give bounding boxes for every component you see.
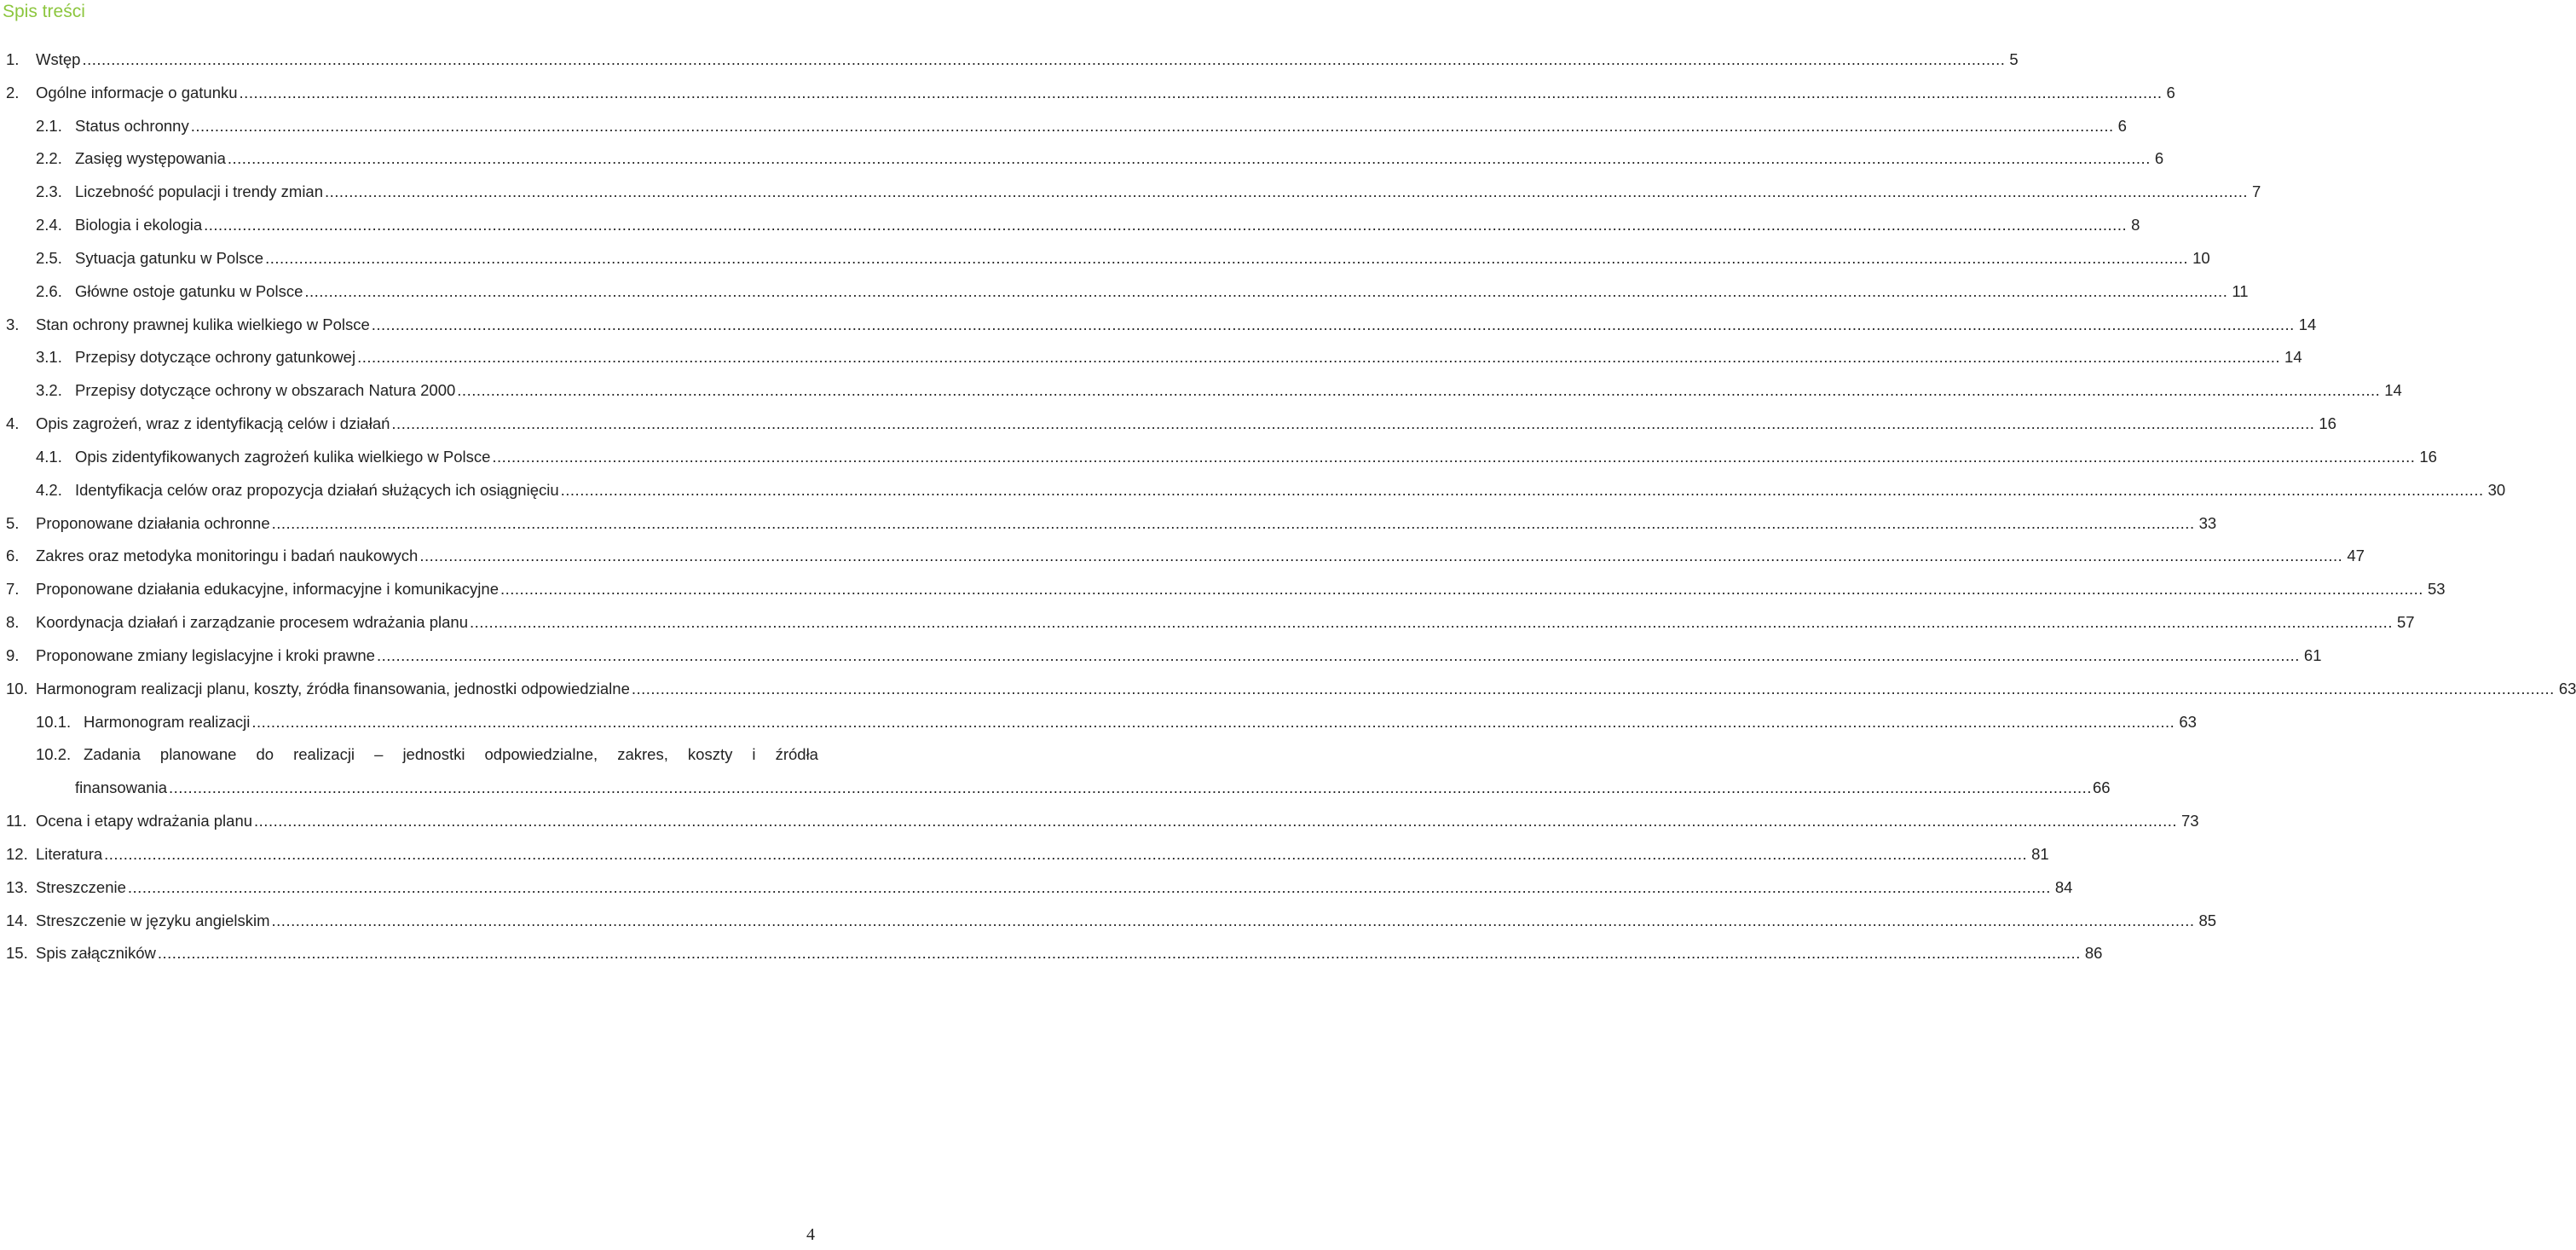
toc-entry-page: 84: [2054, 877, 2073, 896]
toc-entry-number: 4.2.: [36, 480, 62, 499]
toc-entry[interactable]: [0, 243, 2210, 276]
toc-entry[interactable]: [0, 408, 2336, 442]
toc-entry[interactable]: [0, 806, 2199, 839]
toc-entry-title: Zasięg występowania: [75, 149, 226, 168]
toc-entry-page: 86: [2084, 944, 2103, 963]
toc-entry-line: [36, 674, 2576, 704]
toc-entry-page: 63: [2558, 679, 2576, 697]
toc-entry-title-word: realizacji: [293, 745, 355, 764]
toc-entry[interactable]: [0, 78, 2175, 111]
toc-entry-number: 2.6.: [36, 281, 62, 300]
toc-entry-line: [75, 177, 2261, 207]
toc-entry-number: 10.2.: [36, 745, 72, 764]
toc-entry-title-word: koszty: [687, 745, 733, 764]
toc-entry-line: [36, 541, 2365, 571]
dot-leader: ................................................................................................................................................................................................................................................................................................................................................................................................................: [104, 844, 2028, 863]
toc-entry-line: [36, 806, 2199, 836]
toc-entry-line: [36, 310, 2317, 340]
dot-leader: ................................................................................................................................................................................................................................................................................................................................................................................................................: [82, 50, 2006, 68]
dot-leader: ................................................................................................................................................................................................................................................................................................................................................................................................................: [357, 348, 2281, 367]
toc-entry-title: Stan ochrony prawnej kulika wielkiego w Polsce: [36, 315, 370, 333]
toc-entry-page: 61: [2303, 645, 2322, 664]
toc-entry[interactable]: [0, 143, 2164, 177]
toc-entry-line: [75, 111, 2127, 142]
dot-leader: ................................................................................................................................................................................................................................................................................................................................................................................................................: [265, 248, 2189, 267]
toc-entry-number: 5.: [6, 513, 20, 532]
toc-entry-page: 6: [2166, 83, 2175, 101]
toc-entry-page: 11: [2232, 281, 2249, 300]
toc-entry-number: 8.: [6, 613, 20, 632]
toc-entry-page: 30: [2487, 480, 2506, 499]
toc-entry-page: 85: [2198, 911, 2217, 929]
toc-entry-page: 10: [2192, 248, 2210, 267]
toc-entry-page: 33: [2198, 513, 2217, 532]
toc-entry-line: [36, 906, 2217, 936]
toc-entry-line: [36, 408, 2336, 439]
toc-entry-title-word: odpowiedzialne,: [484, 745, 598, 764]
toc-entry[interactable]: [0, 111, 2127, 144]
toc-entry-title: Liczebność populacji i trendy zmian: [75, 182, 324, 201]
toc-entry[interactable]: [0, 872, 2073, 906]
toc-entry-title: Proponowane działania ochronne: [36, 513, 270, 532]
toc-entry-number: 13.: [6, 877, 28, 896]
toc-entry[interactable]: [0, 276, 2249, 310]
toc-entry-title: Przepisy dotyczące ochrony w obszarach Natura 2000: [75, 381, 456, 400]
toc-entry-title-word: źródła: [775, 745, 818, 764]
toc-entry-number: 9.: [6, 645, 20, 664]
toc-entry-title: Harmonogram realizacji: [84, 712, 251, 731]
dot-leader: ................................................................................................................................................................................................................................................................................................................................................................................................................: [419, 547, 2343, 565]
toc-entry-number: 4.: [6, 414, 20, 433]
dot-leader: ................................................................................................................................................................................................................................................................................................................................................................................................................: [169, 778, 2092, 797]
toc-entry-page: 8: [2131, 216, 2140, 234]
page-number: 4: [806, 1225, 815, 1244]
toc-entry[interactable]: [0, 342, 2302, 375]
toc-entry-page: 66: [2092, 778, 2111, 797]
toc-entry-number: 2.5.: [36, 248, 62, 267]
dot-leader: ................................................................................................................................................................................................................................................................................................................................................................................................................: [227, 149, 2151, 168]
toc-entry-title-word: planowane: [159, 745, 237, 764]
toc-title: Spis treści: [3, 2, 85, 21]
toc-entry-title: Status ochronny: [75, 116, 189, 135]
toc-entry-title-word: jednostki: [402, 745, 465, 764]
dot-leader: ................................................................................................................................................................................................................................................................................................................................................................................................................: [376, 645, 2300, 664]
toc-entry-title: Opis zidentyfikowanych zagrożeń kulika wielkiego w Polsce: [75, 447, 491, 466]
toc-entry[interactable]: [0, 475, 2506, 508]
toc-entry-number: 2.3.: [36, 182, 62, 201]
toc-entry-line: [75, 442, 2437, 472]
dot-leader: ................................................................................................................................................................................................................................................................................................................................................................................................................: [500, 580, 2423, 599]
toc-entry[interactable]: [0, 44, 2019, 78]
toc-entry-title: Ogólne informacje o gatunku: [36, 83, 238, 101]
toc-entry-title-word: i: [752, 745, 756, 764]
toc-entry-number: 3.2.: [36, 381, 62, 400]
toc-entry-page: 16: [2319, 414, 2336, 433]
toc-entry-line: [36, 44, 2019, 75]
dot-leader: ................................................................................................................................................................................................................................................................................................................................................................................................................: [271, 513, 2195, 532]
toc-entry-page: 14: [2384, 381, 2402, 400]
toc-entry[interactable]: [0, 640, 2322, 674]
toc-entry-number: 2.1.: [36, 116, 62, 135]
toc-entry-line: [36, 574, 2446, 605]
dot-leader: ................................................................................................................................................................................................................................................................................................................................................................................................................: [239, 83, 2163, 101]
dot-leader: ................................................................................................................................................................................................................................................................................................................................................................................................................: [157, 944, 2081, 963]
toc-entry-number: 10.1.: [36, 712, 72, 731]
toc-entry[interactable]: [0, 508, 2217, 541]
toc-entry-page: 6: [2154, 149, 2164, 168]
toc-entry-title: Streszczenie: [36, 877, 126, 896]
toc-entry-title: Harmonogram realizacji planu, koszty, źródła finansowania, jednostki odpowiedzialne: [36, 679, 630, 697]
toc-entry-number: 12.: [6, 844, 28, 863]
toc-entry-line: [36, 508, 2217, 539]
toc-entry-line: [75, 342, 2302, 373]
toc-entry-number: 11.: [6, 812, 27, 830]
table-of-contents: [0, 44, 2576, 971]
toc-entry-title-word: –: [374, 745, 384, 764]
toc-entry-title: Główne ostoje gatunku w Polsce: [75, 281, 303, 300]
dot-leader: ................................................................................................................................................................................................................................................................................................................................................................................................................: [470, 613, 2393, 632]
toc-entry[interactable]: [0, 839, 2049, 872]
toc-entry[interactable]: [0, 375, 2402, 408]
toc-entry-line: [84, 707, 2197, 738]
toc-entry[interactable]: [0, 177, 2261, 210]
toc-entry-number: 3.: [6, 315, 20, 333]
toc-entry-title: Koordynacja działań i zarządzanie procesem wdrażania planu: [36, 613, 468, 632]
dot-leader: ................................................................................................................................................................................................................................................................................................................................................................................................................: [204, 216, 2128, 234]
toc-entry-number: 15.: [6, 944, 28, 963]
toc-entry-title: Streszczenie w języku angielskim: [36, 911, 270, 929]
toc-entry-number: 4.1.: [36, 447, 62, 466]
toc-entry-line: [75, 375, 2402, 406]
toc-entry-page: 16: [2419, 447, 2437, 466]
dot-leader: ................................................................................................................................................................................................................................................................................................................................................................................................................: [371, 315, 2295, 333]
toc-entry-page: 53: [2427, 580, 2446, 599]
toc-entry-number: 7.: [6, 580, 20, 599]
toc-entry-line: [75, 475, 2506, 506]
toc-entry-title: Zakres oraz metodyka monitoringu i badań naukowych: [36, 547, 419, 565]
toc-entry-title: Proponowane zmiany legislacyjne i kroki prawne: [36, 645, 375, 664]
toc-entry[interactable]: [0, 739, 2111, 806]
toc-entry-title-word: do: [256, 745, 274, 764]
toc-entry-title-line1: [84, 739, 818, 770]
toc-entry-line: [36, 640, 2322, 671]
dot-leader: ................................................................................................................................................................................................................................................................................................................................................................................................................: [271, 911, 2195, 929]
toc-entry-page: 73: [2181, 812, 2199, 830]
toc-entry-title: Wstęp: [36, 50, 81, 68]
toc-entry[interactable]: [0, 906, 2217, 939]
toc-entry-line: [36, 872, 2073, 903]
toc-entry-number: 2.4.: [36, 216, 62, 234]
toc-entry-number: 6.: [6, 547, 20, 565]
toc-entry-line: [36, 839, 2049, 870]
toc-entry-line: [75, 143, 2164, 174]
dot-leader: ................................................................................................................................................................................................................................................................................................................................................................................................................: [631, 679, 2555, 697]
dot-leader: ................................................................................................................................................................................................................................................................................................................................................................................................................: [492, 447, 2416, 466]
dot-leader: ................................................................................................................................................................................................................................................................................................................................................................................................................: [560, 480, 2484, 499]
toc-entry-title: Identyfikacja celów oraz propozycja działań służących ich osiągnięciu: [75, 480, 559, 499]
toc-entry[interactable]: [0, 574, 2446, 607]
toc-entry-title-word: Zadania: [84, 745, 141, 764]
toc-entry-title: Opis zagrożeń, wraz z identyfikacją celów i działań: [36, 414, 390, 433]
toc-entry-number: 10.: [6, 679, 28, 697]
toc-entry-number: 2.2.: [36, 149, 62, 168]
toc-entry-title: Proponowane działania edukacyjne, informacyjne i komunikacyjne: [36, 580, 499, 599]
toc-entry-number: 2.: [6, 83, 20, 101]
toc-entry-page: 6: [2117, 116, 2127, 135]
toc-entry-number: 1.: [6, 50, 20, 68]
toc-entry[interactable]: [0, 674, 2576, 707]
dot-leader: ................................................................................................................................................................................................................................................................................................................................................................................................................: [457, 381, 2381, 400]
toc-entry-number: 14.: [6, 911, 28, 929]
toc-entry[interactable]: [0, 607, 2415, 640]
toc-entry-title: Spis załączników: [36, 944, 156, 963]
dot-leader: ................................................................................................................................................................................................................................................................................................................................................................................................................: [190, 116, 2114, 135]
toc-entry[interactable]: [0, 707, 2197, 740]
toc-entry-line: [36, 938, 2103, 969]
toc-entry-line: [75, 210, 2140, 240]
toc-entry-page: 63: [2179, 712, 2197, 731]
toc-entry-title: Ocena i etapy wdrażania planu: [36, 812, 253, 830]
dot-leader: ................................................................................................................................................................................................................................................................................................................................................................................................................: [251, 712, 2175, 731]
toc-entry-line: [75, 276, 2249, 307]
toc-entry-title: Przepisy dotyczące ochrony gatunkowej: [75, 348, 356, 367]
dot-leader: ................................................................................................................................................................................................................................................................................................................................................................................................................: [254, 812, 2177, 830]
toc-entry-line: [75, 773, 2111, 803]
toc-entry-page: 7: [2251, 182, 2261, 201]
toc-entry[interactable]: [0, 938, 2103, 971]
toc-entry-line: [36, 78, 2175, 108]
dot-leader: ................................................................................................................................................................................................................................................................................................................................................................................................................: [325, 182, 2248, 201]
toc-entry-page: 14: [2298, 315, 2317, 333]
toc-entry[interactable]: [0, 541, 2365, 574]
dot-leader: ................................................................................................................................................................................................................................................................................................................................................................................................................: [391, 414, 2315, 433]
dot-leader: ................................................................................................................................................................................................................................................................................................................................................................................................................: [304, 281, 2228, 300]
toc-entry-page: 5: [2009, 50, 2019, 68]
toc-entry-page: 14: [2284, 348, 2302, 367]
toc-entry[interactable]: [0, 442, 2437, 475]
toc-entry[interactable]: [0, 210, 2140, 243]
toc-entry[interactable]: [0, 310, 2317, 343]
toc-entry-page: 81: [2031, 844, 2049, 863]
toc-entry-title-word: zakres,: [617, 745, 668, 764]
toc-entry-title: Literatura: [36, 844, 103, 863]
toc-entry-title-line2: finansowania: [75, 778, 167, 797]
toc-entry-title: Sytuacja gatunku w Polsce: [75, 248, 264, 267]
toc-entry-number: 3.1.: [36, 348, 62, 367]
toc-entry-title: Biologia i ekologia: [75, 216, 203, 234]
toc-entry-line: [36, 607, 2415, 638]
toc-entry-line: [75, 243, 2210, 274]
toc-entry-page: 57: [2396, 613, 2415, 632]
dot-leader: ................................................................................................................................................................................................................................................................................................................................................................................................................: [127, 877, 2051, 896]
toc-entry-page: 47: [2347, 547, 2365, 565]
